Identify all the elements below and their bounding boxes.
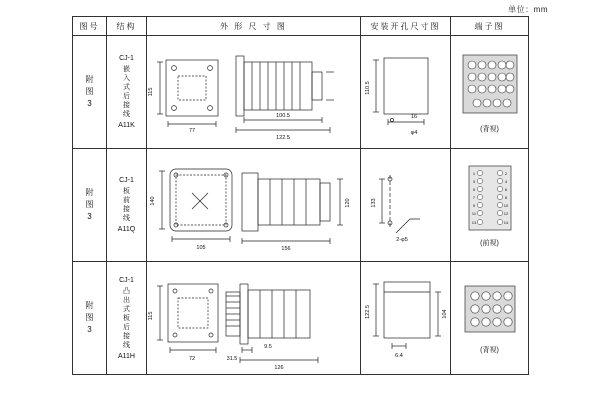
svg-text:8: 8: [504, 194, 507, 200]
svg-text:3: 3: [472, 178, 475, 184]
header-structure: 结构: [107, 17, 147, 36]
mounting-drawing-3: [361, 262, 450, 374]
fig-no-line: 图: [85, 200, 94, 209]
cell-mounting-drawing: [361, 36, 451, 149]
svg-text:10: 10: [503, 202, 508, 208]
fig-no-line: 图: [85, 313, 94, 322]
table-row: [73, 262, 529, 375]
svg-text:31.5: 31.5: [226, 356, 237, 362]
cell-mounting-drawing: [361, 262, 451, 375]
svg-text:104: 104: [441, 309, 448, 319]
unit-note: 单位：mm: [508, 5, 548, 14]
cell-fig-no: [73, 149, 107, 262]
header-outline: 外 形 尺 寸 图: [147, 17, 361, 36]
outline-drawing-2: [147, 149, 360, 261]
structure-desc: 嵌入式后接线: [123, 66, 130, 118]
fig-no-line: 3: [87, 325, 92, 334]
cell-fig-no: [73, 262, 107, 375]
outline-drawing-3: [147, 262, 360, 374]
cell-structure: [107, 36, 147, 149]
svg-text:16: 16: [410, 114, 417, 120]
svg-text:2-φ5: 2-φ5: [395, 237, 408, 243]
terminal-caption: (前视): [480, 239, 499, 247]
cell-terminal-diagram: [451, 149, 529, 262]
svg-text:156: 156: [280, 246, 291, 252]
svg-text:13: 13: [471, 219, 476, 225]
header-fig-no: 图号: [73, 17, 107, 36]
table-row: [73, 36, 529, 149]
cell-outline-drawing: [147, 36, 361, 149]
header-mounting: 安装开孔尺寸图: [361, 17, 451, 36]
svg-text:105: 105: [195, 245, 206, 251]
svg-text:7: 7: [472, 194, 475, 200]
header-terminal: 端子图: [451, 17, 529, 36]
svg-text:126: 126: [273, 365, 284, 370]
svg-text:72: 72: [188, 356, 195, 362]
mounting-drawing-1: [361, 36, 450, 148]
fig-no-line: 附: [85, 301, 94, 310]
cell-structure: [107, 149, 147, 262]
fig-no-line: 3: [87, 212, 92, 221]
terminal-caption: (背视): [480, 346, 499, 354]
outline-drawing-1: [147, 36, 360, 148]
terminal-grid-1: [457, 51, 523, 123]
terminal-grid-3: [457, 282, 523, 344]
structure-desc: 板前接线: [123, 188, 130, 222]
svg-text:1: 1: [472, 170, 475, 176]
svg-text:100.5: 100.5: [275, 113, 290, 119]
cell-outline-drawing: [147, 149, 361, 262]
fig-no-line: 附: [85, 188, 94, 197]
fig-no-line: 3: [87, 99, 92, 108]
structure-code: A11Q: [117, 226, 136, 233]
fig-no-line: 附: [85, 75, 94, 84]
svg-text:77: 77: [188, 128, 195, 134]
svg-text:140: 140: [149, 196, 156, 206]
terminal-caption: (背视): [480, 125, 499, 133]
svg-text:14: 14: [503, 219, 508, 225]
cell-terminal-diagram: [451, 36, 529, 149]
table-row: [73, 149, 529, 262]
svg-text:4: 4: [504, 178, 507, 184]
svg-text:122.5: 122.5: [275, 135, 290, 141]
structure-model: CJ-1: [119, 177, 134, 184]
fig-no-line: 图: [85, 87, 94, 96]
svg-text:9.5: 9.5: [263, 344, 272, 350]
mounting-drawing-2: [361, 149, 450, 261]
svg-text:122.5: 122.5: [364, 305, 371, 319]
structure-model: CJ-1: [119, 55, 134, 62]
svg-text:6: 6: [504, 186, 507, 192]
svg-text:11: 11: [471, 210, 476, 216]
svg-text:110.5: 110.5: [364, 81, 371, 95]
svg-text:12: 12: [503, 210, 508, 216]
spec-table: [72, 16, 529, 375]
structure-code: A11H: [118, 352, 135, 360]
terminal-grid-2: [457, 163, 523, 237]
cell-mounting-drawing: [361, 149, 451, 262]
svg-text:φ4: φ4: [410, 130, 417, 136]
svg-text:5: 5: [472, 186, 475, 192]
table-header-row: [73, 17, 529, 36]
cell-structure: [107, 262, 147, 375]
svg-text:133: 133: [370, 198, 377, 208]
svg-text:115: 115: [147, 87, 154, 97]
svg-text:9: 9: [472, 202, 475, 208]
svg-text:6.4: 6.4: [394, 353, 403, 359]
svg-text:120: 120: [344, 198, 351, 208]
structure-code: A11K: [118, 122, 135, 129]
structure-desc: 凸出式板后接线: [123, 287, 130, 349]
cell-outline-drawing: [147, 262, 361, 375]
cell-fig-no: [73, 36, 107, 149]
structure-model: CJ-1: [119, 276, 134, 284]
svg-text:2: 2: [504, 170, 507, 176]
svg-text:115: 115: [147, 311, 154, 321]
cell-terminal-diagram: [451, 262, 529, 375]
